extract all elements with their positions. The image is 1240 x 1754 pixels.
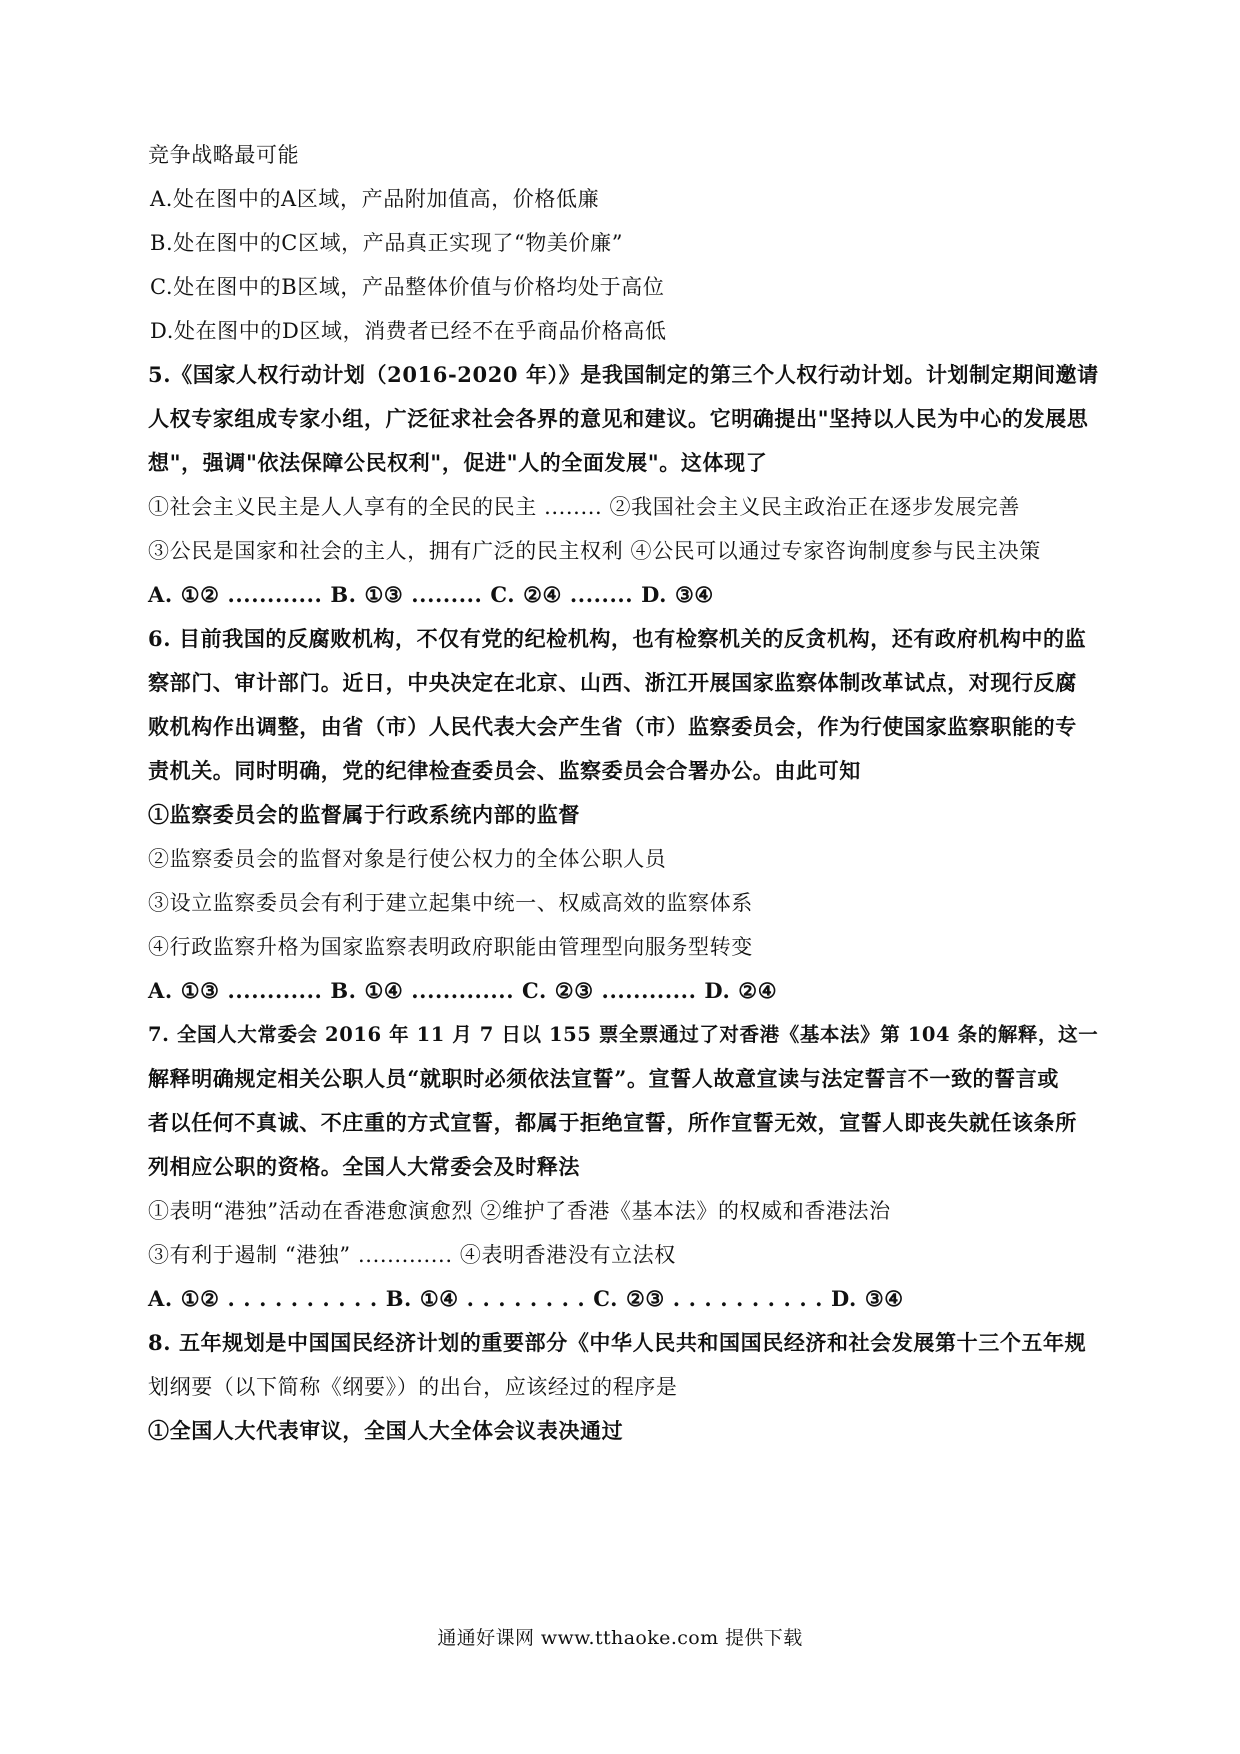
question-5: 5.《国家人权行动计划（2016-2020 年）》是我国制定的第三个人权行动计划。计划制定期间邀请 — [148, 362, 1099, 387]
question-text: 败机构作出调整，由省（市）人民代表大会产生省（市）监察委员会，作为行使国家监察职能的专 — [148, 714, 1077, 739]
question-text: 者以任何不真诚、不庄重的方式宣誓，都属于拒绝宣誓，所作宣誓无效，宣誓人即丧失就任该条所 — [148, 1110, 1077, 1135]
question-text: 划纲要（以下简称《纲要》）的出台，应该经过的程序是 — [148, 1375, 678, 1399]
question-text: 察部门、审计部门。近日，中央决定在北京、山西、浙江开展国家监察体制改革试点，对现行反腐 — [148, 670, 1077, 695]
question-text: 责机关。同时明确，党的纪律检查委员会、监察委员会合署办公。由此可知 — [148, 758, 861, 783]
statement-row: ③有利于遏制 “港独” ............. ④表明香港没有立法权 — [148, 1243, 676, 1267]
statement-1: ①监察委员会的监督属于行政系统内部的监督 — [148, 802, 580, 827]
option-a: A.处在图中的A区域，产品附加值高，价格低廉 — [150, 187, 600, 211]
question-6: 6. 目前我国的反腐败机构，不仅有党的纪检机构，也有检察机关的反贪机构，还有政府机构中的监 — [148, 626, 1087, 651]
statement-4: ④行政监察升格为国家监察表明政府职能由管理型向服务型转变 — [148, 935, 753, 959]
answer-options: A. ①② . . . . . . . . . . B. ①④ . . . . . . . . C. ②③ . . . . . . . . . . D. ③④ — [148, 1286, 904, 1311]
text-line: 竞争战略最可能 — [148, 143, 300, 167]
statement-row: ①社会主义民主是人人享有的全民的民主 ........ ②我国社会主义民主政治正在逐步发展完善 — [148, 495, 1020, 519]
question-text: 解释明确规定相关公职人员“就职时必须依法宣誓”。宣誓人故意宣读与法定誓言不一致的誓言或 — [148, 1066, 1059, 1091]
option-b: B.处在图中的C区域，产品真正实现了“物美价廉” — [150, 231, 624, 255]
question-text: 想"，强调"依法保障公民权利"，促进"人的全面发展"。这体现了 — [148, 450, 768, 475]
question-7: 7. 全国人大常委会 2016 年 11 月 7 日以 155 票全票通过了对香港《基本法》第 104 条的解释，这一 — [148, 1023, 1099, 1046]
statement-3: ③设立监察委员会有利于建立起集中统一、权威高效的监察体系 — [148, 891, 753, 915]
statement-1: ①全国人大代表审议，全国人大全体会议表决通过 — [148, 1418, 624, 1443]
statement-2: ②监察委员会的监督对象是行使公权力的全体公职人员 — [148, 847, 667, 871]
answer-options: A. ①② ............ B. ①③ ......... C. ②④ ........ D. ③④ — [148, 582, 714, 607]
option-c: C.处在图中的B区域，产品整体价值与价格均处于高位 — [150, 275, 665, 299]
statement-row: ③公民是国家和社会的主人，拥有广泛的民主权利 ④公民可以通过专家咨询制度参与民主决策 — [148, 539, 1041, 563]
page-footer: 通通好课网 www.tthaoke.com 提供下载 — [437, 1627, 803, 1649]
question-text: 列相应公职的资格。全国人大常委会及时释法 — [148, 1154, 580, 1179]
question-8: 8. 五年规划是中国国民经济计划的重要部分《中华人民共和国国民经济和社会发展第十三个五年规 — [148, 1330, 1087, 1355]
option-d: D.处在图中的D区域，消费者已经不在乎商品价格高低 — [150, 319, 667, 343]
statement-row: ①表明“港独”活动在香港愈演愈烈 ②维护了香港《基本法》的权威和香港法治 — [148, 1199, 891, 1223]
answer-options: A. ①③ ............ B. ①④ ............. C. ②③ ............ D. ②④ — [148, 978, 778, 1003]
question-text: 人权专家组成专家小组，广泛征求社会各界的意见和建议。它明确提出"坚持以人民为中心的发展思 — [148, 406, 1089, 431]
